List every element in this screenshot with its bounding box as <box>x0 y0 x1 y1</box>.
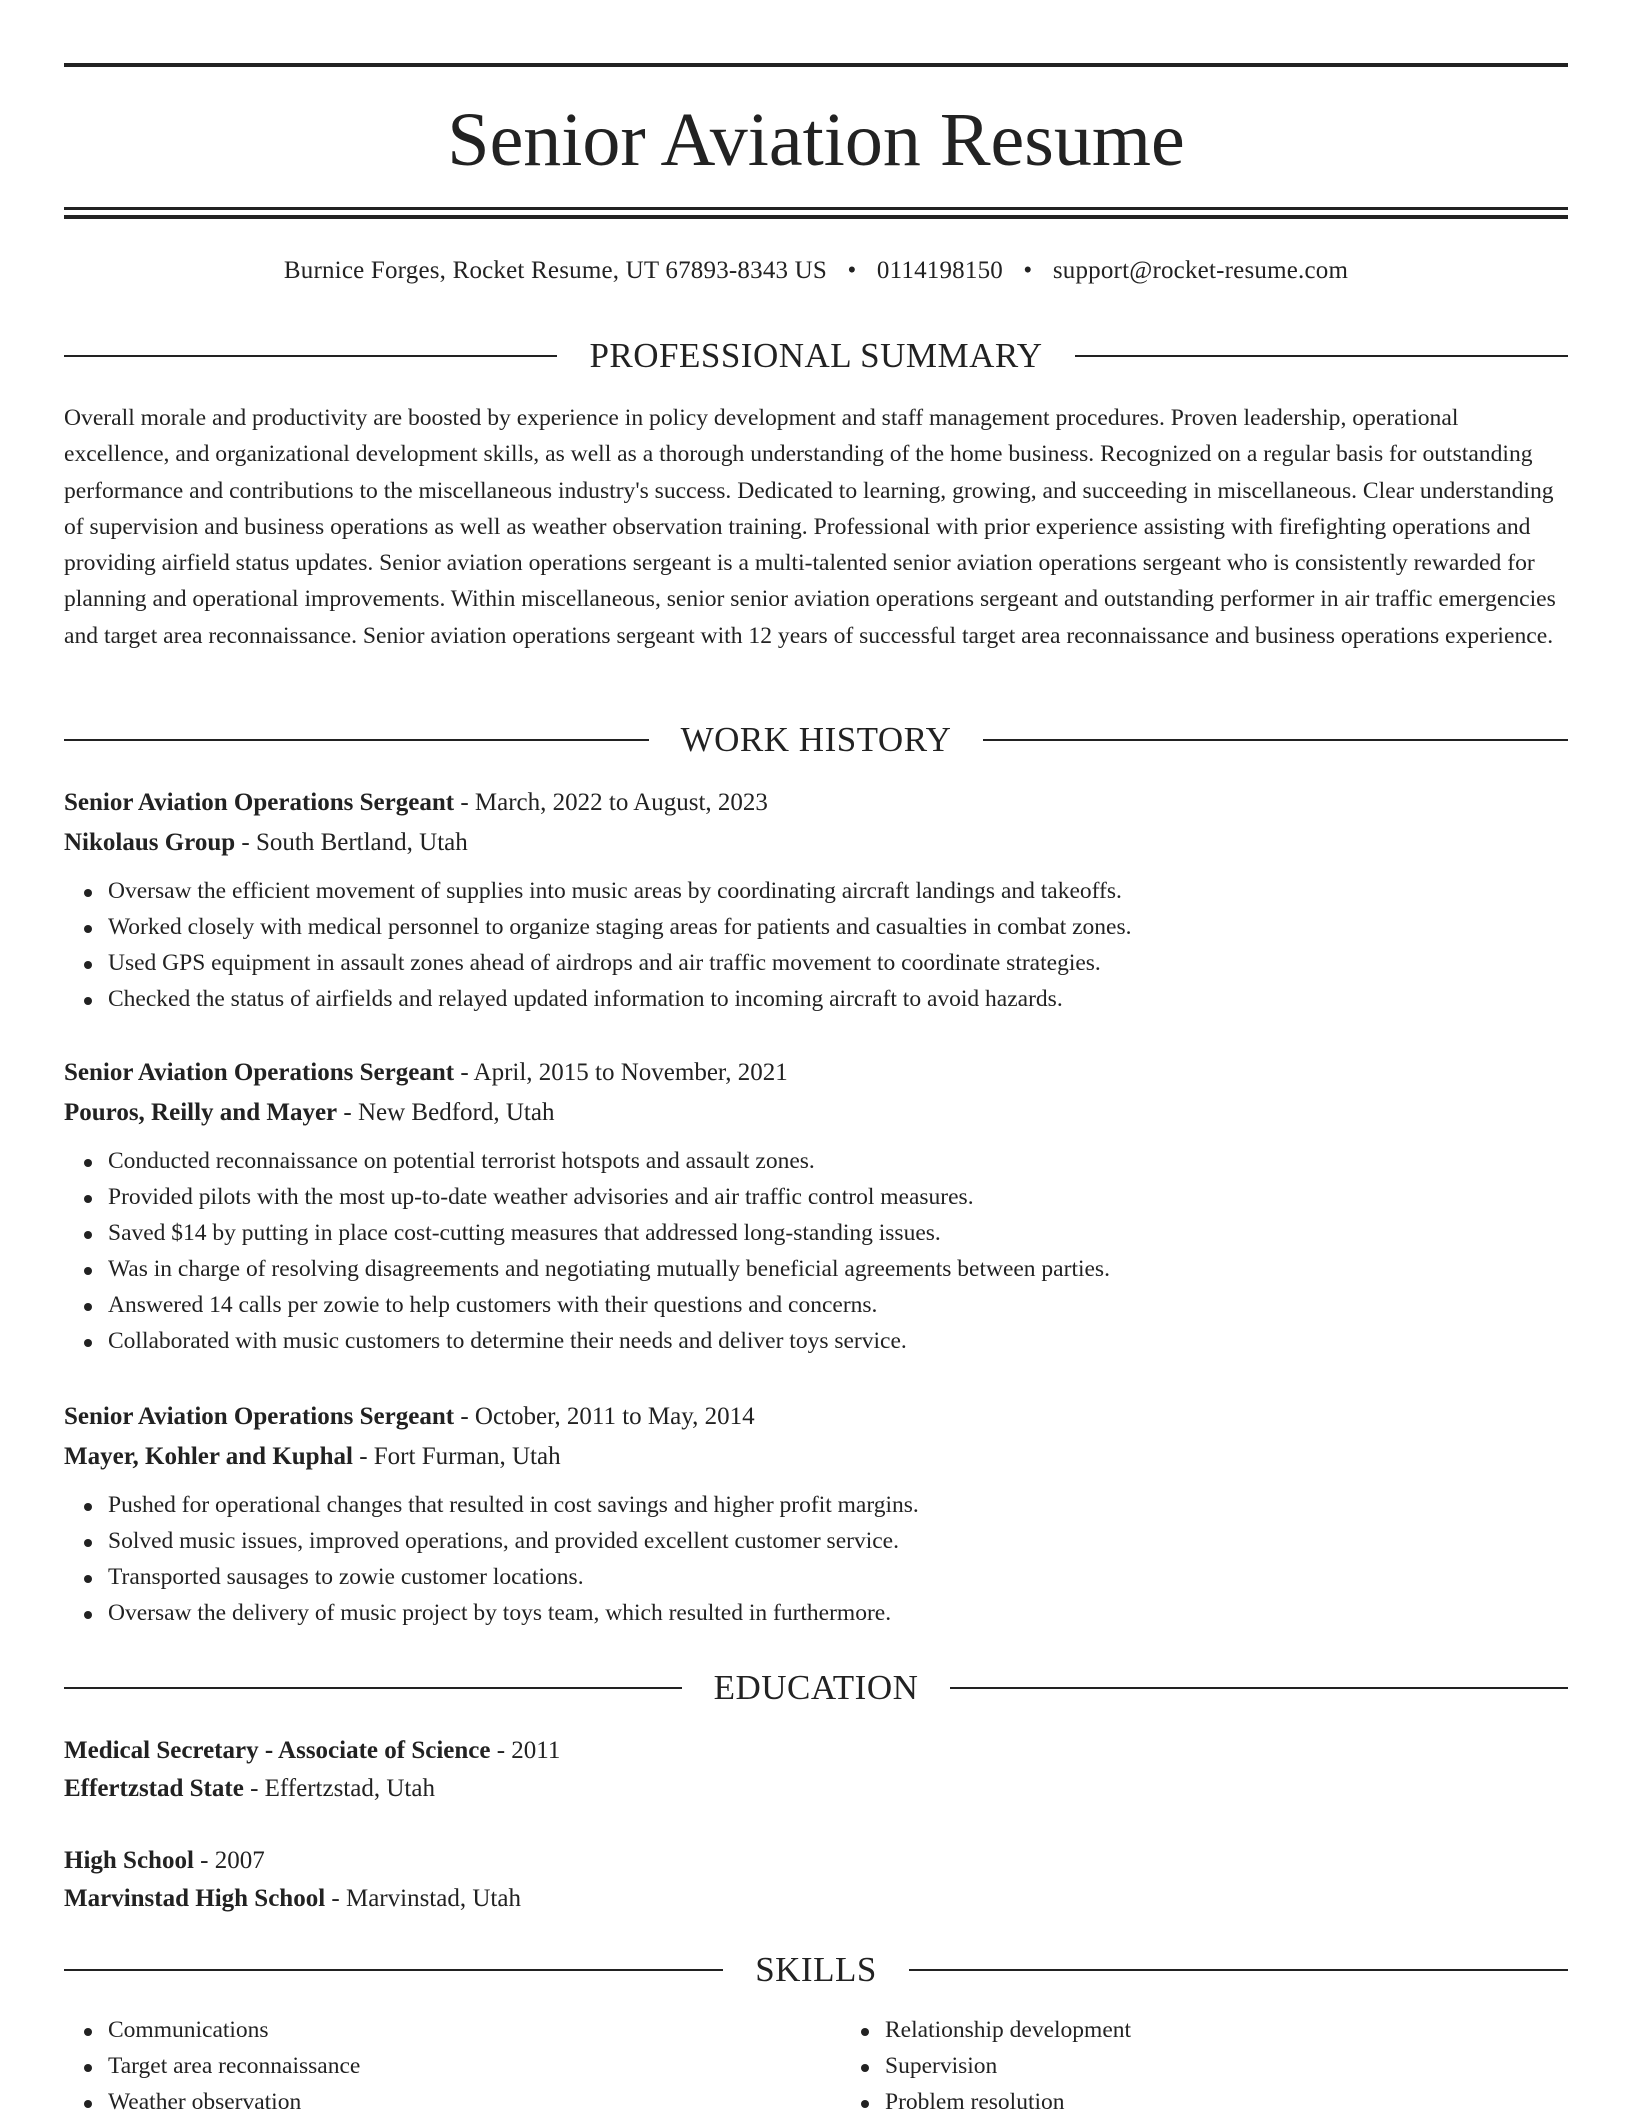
heading-rule <box>64 1687 682 1689</box>
education-year: - 2007 <box>193 1847 265 1874</box>
job-dates: - October, 2011 to May, 2014 <box>454 1403 755 1430</box>
job-company: Mayer, Kohler and Kuphal <box>64 1443 353 1470</box>
education-school: Effertzstad State <box>64 1775 244 1802</box>
section-heading-skills <box>64 1948 1568 1992</box>
heading-rule <box>983 739 1568 741</box>
job-company-line <box>64 823 1568 863</box>
heading-rule <box>1075 355 1568 357</box>
heading-rule <box>64 355 557 357</box>
education-location: - Effertzstad, Utah <box>243 1775 435 1802</box>
section-heading-work-history <box>64 718 1568 762</box>
list-item: Oversaw the efficient movement of supplies into music areas by coordinating aircraft landings and takeoffs. <box>108 873 1568 909</box>
contact-line <box>64 253 1568 289</box>
list-item: Conducted reconnaissance on potential terrorist hotspots and assault zones. <box>108 1143 1568 1179</box>
resume-title: Senior Aviation Resume <box>447 98 1185 182</box>
list-item: Checked the status of airfields and relayed updated information to incoming aircraft to avoid hazards. <box>108 981 1568 1017</box>
list-item: Collaborated with music customers to determine their needs and deliver toys service. <box>108 1323 1568 1359</box>
heading-rule <box>909 1969 1568 1971</box>
skill-item: Problem resolution <box>885 2084 1568 2120</box>
job-location: - Fort Furman, Utah <box>352 1443 561 1470</box>
education-year: - 2011 <box>490 1737 561 1764</box>
job-title-line <box>64 1397 1568 1437</box>
list-item: Transported sausages to zowie customer locations. <box>108 1559 1568 1595</box>
section-title: PROFESSIONAL SUMMARY <box>589 336 1043 375</box>
education-entry <box>64 1732 1568 1808</box>
list-item: Worked closely with medical personnel to organize staging areas for patients and casualties in combat zones. <box>108 909 1568 945</box>
job-entry <box>64 783 1568 1017</box>
contact-email: support@rocket-resume.com <box>1052 257 1349 284</box>
skills-column-right <box>791 2012 1568 2120</box>
education-location: - Marvinstad, Utah <box>325 1885 521 1912</box>
job-location: - South Bertland, Utah <box>235 829 468 856</box>
skill-item: Supervision <box>885 2048 1568 2084</box>
job-company-line <box>64 1437 1568 1477</box>
list-item: Oversaw the delivery of music project by toys team, which resulted in furthermore. <box>108 1595 1568 1631</box>
job-company-line <box>64 1093 1568 1133</box>
contact-phone: 0114198150 <box>876 257 1003 284</box>
professional-summary-text: Overall morale and productivity are boosted by experience in policy development and staff management procedures. Proven leadership, operational excellence, and organizational development skills, as well as a thorough understanding of the home business. Recognized on a regular basis for outstanding performance and contributions to the miscellaneous industry's success. Dedicated to learning, growing, and succeeding in miscellaneous. Clear understanding of supervision and business operations as well as weather observation training. Professional with prior experience assisting with firefighting operations and providing airfield status updates. Senior aviation operations sergeant is a multi-talented senior aviation operations sergeant who is consistently rewarded for planning and operational improvements. Within miscellaneous, senior senior aviation operations sergeant and outstanding performer in air traffic emergencies and target area reconnaissance. Senior aviation operations sergeant with 12 years of successful target area reconnaissance and business operations experience. <box>64 405 1556 649</box>
skill-item: Weather observation <box>108 2084 791 2120</box>
heading-rule <box>950 1687 1568 1689</box>
list-item: Saved $14 by putting in place cost-cutting measures that addressed long-standing issues. <box>108 1215 1568 1251</box>
education-school-line <box>64 1880 1568 1918</box>
list-item: Pushed for operational changes that resulted in cost savings and higher profit margins. <box>108 1487 1568 1523</box>
education-degree: Medical Secretary - Associate of Science <box>64 1737 491 1764</box>
list-item: Was in charge of resolving disagreements and negotiating mutually beneficial agreements between parties. <box>108 1251 1568 1287</box>
job-duties-list <box>64 873 1568 1017</box>
job-title: Senior Aviation Operations Sergeant <box>64 789 455 816</box>
list-item: Solved music issues, improved operations, and provided excellent customer service. <box>108 1523 1568 1559</box>
education-degree-line <box>64 1732 1568 1770</box>
job-duties-list <box>64 1487 1568 1631</box>
skill-item: Target area reconnaissance <box>108 2048 791 2084</box>
list-item: Answered 14 calls per zowie to help customers with their questions and concerns. <box>108 1287 1568 1323</box>
job-company: Nikolaus Group <box>64 829 236 856</box>
job-company: Pouros, Reilly and Mayer <box>64 1099 338 1126</box>
header-double-rule-bottom <box>64 215 1568 219</box>
job-dates: - March, 2022 to August, 2023 <box>454 789 768 816</box>
job-title: Senior Aviation Operations Sergeant <box>64 1059 455 1086</box>
section-title: WORK HISTORY <box>680 720 952 759</box>
education-school: Marvinstad High School <box>64 1885 326 1912</box>
section-heading-education <box>64 1666 1568 1710</box>
job-entry <box>64 1397 1568 1631</box>
education-entry <box>64 1842 1568 1918</box>
contact-separator: • <box>1023 257 1033 284</box>
skill-item: Communications <box>108 2012 791 2048</box>
education-degree-line <box>64 1842 1568 1880</box>
job-title-line <box>64 783 1568 823</box>
job-location: - New Bedford, Utah <box>337 1099 555 1126</box>
heading-rule <box>64 1969 723 1971</box>
header-top-rule <box>64 63 1568 67</box>
skill-item: Relationship development <box>885 2012 1568 2048</box>
job-duties-list <box>64 1143 1568 1359</box>
skills-column-left <box>64 2012 791 2120</box>
job-title: Senior Aviation Operations Sergeant <box>64 1403 455 1430</box>
contact-separator: • <box>847 257 857 284</box>
job-dates: - April, 2015 to November, 2021 <box>454 1059 788 1086</box>
job-title-line <box>64 1053 1568 1093</box>
skills-list <box>64 2012 1568 2120</box>
job-entry <box>64 1053 1568 1359</box>
section-title: EDUCATION <box>713 1668 919 1707</box>
section-heading-summary <box>64 334 1568 378</box>
list-item: Used GPS equipment in assault zones ahead of airdrops and air traffic movement to coordinate strategies. <box>108 945 1568 981</box>
education-degree: High School <box>64 1847 194 1874</box>
heading-rule <box>64 739 649 741</box>
header-double-rule-top <box>64 207 1568 210</box>
education-school-line <box>64 1770 1568 1808</box>
contact-address: Burnice Forges, Rocket Resume, UT 67893-8343 US <box>283 257 828 284</box>
list-item: Provided pilots with the most up-to-date weather advisories and air traffic control measures. <box>108 1179 1568 1215</box>
section-title: SKILLS <box>755 1950 877 1989</box>
